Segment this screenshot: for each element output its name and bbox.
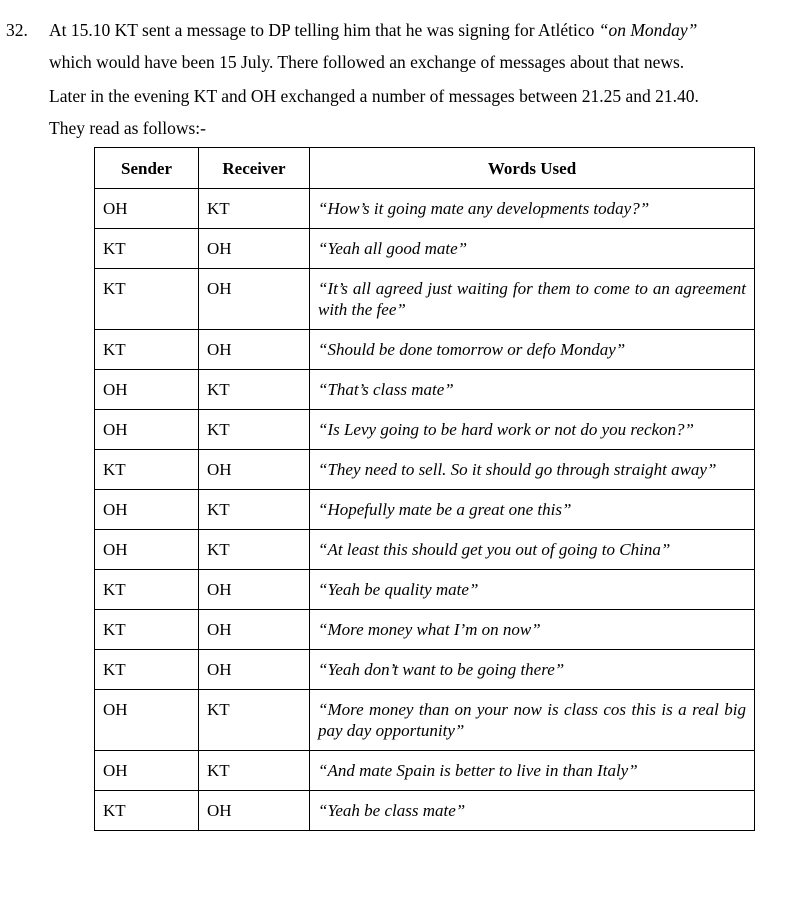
sender-cell: OH: [95, 490, 199, 530]
sender-cell: KT: [95, 330, 199, 370]
words-cell: “Should be done tomorrow or defo Monday”: [310, 330, 755, 370]
table-row: [95, 450, 755, 490]
table-row: [95, 690, 755, 751]
words-cell: “Is Levy going to be hard work or not do you reckon?”: [310, 410, 755, 450]
table-header-row: [95, 148, 755, 189]
words-cell: “Yeah don’t want to be going there”: [310, 650, 755, 690]
messages-table: [94, 147, 755, 831]
words-cell: “It’s all agreed just waiting for them to come to an agreement with the fee”: [310, 269, 755, 330]
table-row: [95, 791, 755, 831]
receiver-cell: OH: [199, 269, 310, 330]
words-cell: “Hopefully mate be a great one this”: [310, 490, 755, 530]
receiver-cell: OH: [199, 450, 310, 490]
words-cell: “How’s it going mate any developments today?”: [310, 189, 755, 229]
sender-cell: OH: [95, 370, 199, 410]
receiver-cell: KT: [199, 410, 310, 450]
words-cell: “Yeah all good mate”: [310, 229, 755, 269]
sender-cell: OH: [95, 189, 199, 229]
receiver-cell: KT: [199, 490, 310, 530]
receiver-cell: OH: [199, 229, 310, 269]
table-row: [95, 530, 755, 570]
words-cell: “Yeah be quality mate”: [310, 570, 755, 610]
receiver-cell: OH: [199, 330, 310, 370]
header-words-used: Words Used: [310, 148, 755, 189]
receiver-cell: KT: [199, 370, 310, 410]
sender-cell: KT: [95, 269, 199, 330]
receiver-cell: OH: [199, 610, 310, 650]
words-cell: “At least this should get you out of going to China”: [310, 530, 755, 570]
words-cell: “That’s class mate”: [310, 370, 755, 410]
paragraph-quote: “on Monday”: [598, 20, 698, 40]
sender-cell: OH: [95, 690, 199, 751]
table-row: [95, 570, 755, 610]
receiver-cell: OH: [199, 570, 310, 610]
words-cell: “More money what I’m on now”: [310, 610, 755, 650]
paragraph-line: [49, 20, 697, 40]
receiver-cell: KT: [199, 751, 310, 791]
table-row: [95, 410, 755, 450]
sender-cell: OH: [95, 530, 199, 570]
sender-cell: KT: [95, 650, 199, 690]
paragraph-line: Later in the evening KT and OH exchanged a number of messages between 21.25 and 21.40.: [49, 86, 699, 106]
table-row: [95, 189, 755, 229]
table-row: [95, 610, 755, 650]
sender-cell: OH: [95, 410, 199, 450]
sender-cell: OH: [95, 751, 199, 791]
sender-cell: KT: [95, 229, 199, 269]
table-row: [95, 370, 755, 410]
sender-cell: KT: [95, 791, 199, 831]
words-cell: “And mate Spain is better to live in than Italy”: [310, 751, 755, 791]
table-row: [95, 751, 755, 791]
receiver-cell: KT: [199, 690, 310, 751]
paragraph-text: At 15.10 KT sent a message to DP telling him that he was signing for Atlético: [49, 20, 599, 40]
words-cell: “More money than on your now is class cos this is a real big pay day opportunity”: [310, 690, 755, 751]
table-row: [95, 650, 755, 690]
paragraph-number: 32.: [6, 20, 28, 40]
receiver-cell: OH: [199, 791, 310, 831]
words-cell: “They need to sell. So it should go through straight away”: [310, 450, 755, 490]
receiver-cell: OH: [199, 650, 310, 690]
paragraph-line: which would have been 15 July. There followed an exchange of messages about that news.: [49, 52, 685, 72]
table-row: [95, 269, 755, 330]
sender-cell: KT: [95, 610, 199, 650]
table-row: [95, 490, 755, 530]
sender-cell: KT: [95, 570, 199, 610]
paragraph-line: They read as follows:-: [49, 118, 206, 138]
table-row: [95, 229, 755, 269]
table-row: [95, 330, 755, 370]
header-receiver: Receiver: [199, 148, 310, 189]
receiver-cell: KT: [199, 189, 310, 229]
header-sender: Sender: [95, 148, 199, 189]
words-cell: “Yeah be class mate”: [310, 791, 755, 831]
sender-cell: KT: [95, 450, 199, 490]
receiver-cell: KT: [199, 530, 310, 570]
